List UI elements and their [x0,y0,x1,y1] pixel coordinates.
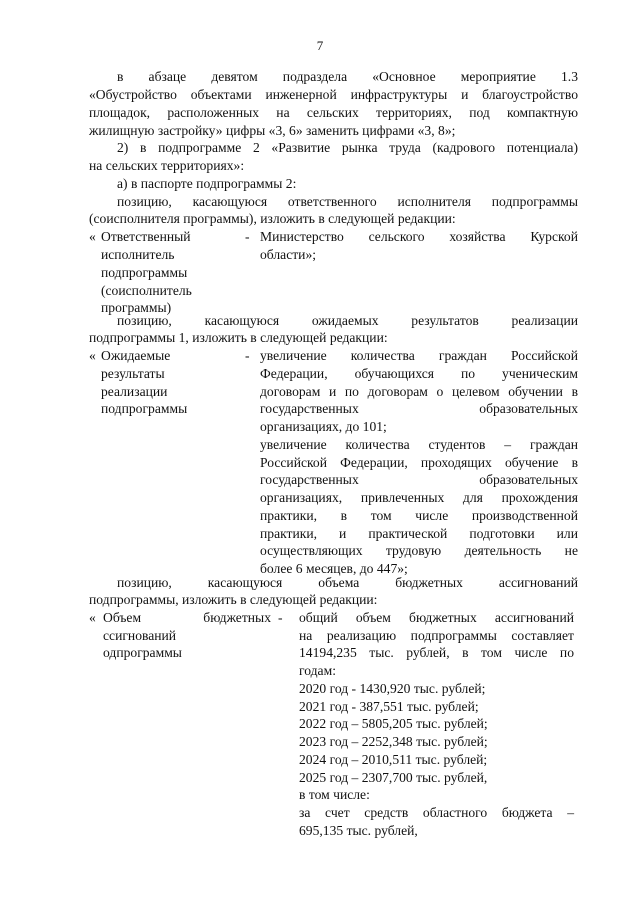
table-left-cell: ссигнований [103,628,177,643]
paragraph-line: площадок, расположенных на сельских территориях, под компактную [89,105,578,120]
table-right-cell: организациях, привлеченных для прохождения [260,490,578,505]
table-right-cell: за счет средств областного бюджета – [299,805,574,820]
table-right-cell: 2025 год – 2307,700 тыс. рублей, [299,770,488,785]
table-right-cell: государственных образовательных [260,472,578,487]
table-left-cell: Ответственный [101,229,191,244]
paragraph-line: в абзаце девятом подраздела «Основное мероприятие 1.3 [117,69,578,84]
table-right-cell: увеличение количества студентов – граждан [260,437,578,452]
table-right-cell: государственных образовательных [260,401,578,416]
table-right-cell: увеличение количества граждан Российской [260,348,578,363]
paragraph-line: жилищную застройку» цифры «3, 6» заменить цифрами «3, 8»; [89,123,456,138]
table-dash: - [245,229,250,244]
paragraph-line: (соисполнителя программы), изложить в следующей редакции: [89,211,456,226]
paragraph-line: позицию, касающуюся ожидаемых результатов реализации [117,313,578,328]
table-left-cell: (соисполнитель [101,283,192,298]
table-left-cell: подпрограммы [101,401,188,416]
table-right-cell: практики, в том числе производственной [260,508,578,523]
table-right-cell: организациях, до 101; [260,419,387,434]
table-right-cell: более 6 месяцев, до 447»; [260,561,408,576]
table-left-cell: Ожидаемые [101,348,171,363]
paragraph-line: позицию, касающуюся ответственного исполнителя подпрограммы [117,194,578,209]
table-right-cell: 2022 год – 5805,205 тыс. рублей; [299,716,488,731]
paragraph-line: 2) в подпрограмме 2 «Развитие рынка труда (кадрового потенциала) [117,140,578,155]
quote-mark: « [89,229,96,244]
table-right-cell: практики, и практической подготовки или [260,526,578,541]
table-right-cell: области»; [260,247,317,262]
paragraph-line: а) в паспорте подпрограммы 2: [117,176,297,191]
table-right-cell: общий объем бюджетных ассигнований [299,610,574,625]
paragraph-line: «Обустройство объектами инженерной инфраструктуры и благоустройство [89,87,578,102]
table-left-cell: исполнитель [101,247,175,262]
table-left-cell: подпрограммы [101,265,188,280]
table-left-cell: реализации [101,384,168,399]
table-right-cell: 2024 год – 2010,511 тыс. рублей; [299,752,488,767]
table-right-cell: 2020 год - 1430,920 тыс. рублей; [299,681,486,696]
table-dash: - [278,610,283,625]
table-left-cell: Объем бюджетных [103,610,271,625]
table-right-cell: 2021 год - 387,551 тыс. рублей; [299,699,479,714]
table-dash: - [245,348,250,363]
table-left-cell: результаты [101,366,165,381]
table-right-cell: осуществляющих трудовую деятельность не [260,543,578,558]
quote-mark: « [89,348,96,363]
table-right-cell: 14194,235 тыс. рублей, в том числе по [299,645,574,660]
table-right-cell: в том числе: [299,787,370,802]
table-right-cell: 2023 год – 2252,348 тыс. рублей; [299,734,488,749]
table-right-cell: Министерство сельского хозяйства Курской [260,229,578,244]
table-right-cell: годам: [299,663,336,678]
table-right-cell: Федерации, обучающихся по ученическим [260,366,578,381]
quote-mark: « [89,610,96,625]
table-left-cell: одпрограммы [103,645,182,660]
page-number: 7 [316,38,324,53]
paragraph-line: на сельских территориях»: [89,158,245,173]
table-right-cell: на реализацию подпрограммы составляет [299,628,574,643]
paragraph-line: позицию, касающуюся объема бюджетных ассигнований [117,575,578,590]
table-left-cell: программы) [101,300,172,315]
paragraph-line: подпрограммы 1, изложить в следующей редакции: [89,330,388,345]
table-right-cell: Российской Федерации, проходящих обучение в [260,455,578,470]
table-right-cell: 695,135 тыс. рублей, [299,823,418,838]
table-right-cell: договорам и по договорам о целевом обучении в [260,384,578,399]
paragraph-line: подпрограммы, изложить в следующей редакции: [89,592,378,607]
